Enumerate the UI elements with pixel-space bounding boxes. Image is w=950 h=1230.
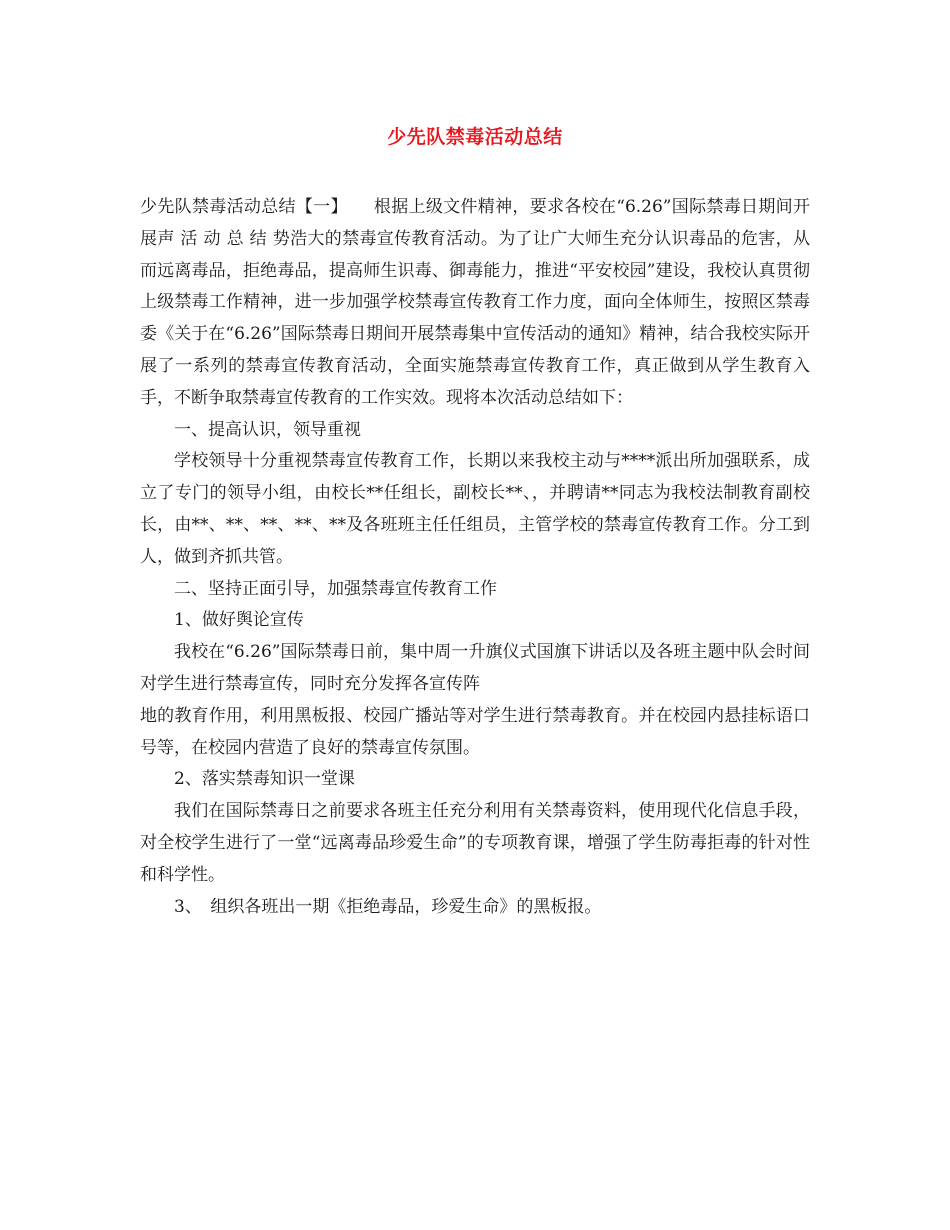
subsection-heading-3: 3、 组织各班出一期《拒绝毒品，珍爱生命》的黑板报。 [174, 896, 602, 917]
section-heading-1: 一、提高认识，领导重视 [174, 419, 361, 440]
intro-paragraph: 少先队禁毒活动总结【一】 根据上级文件精神，要求各校在“6.26”国际禁毒日期间开展声 活 动 总 结 势浩大的禁毒宣传教育活动。为了让广大师生充分认识毒品的危害，从而远离毒品，拒绝毒品，提高师生识毒、御毒能力，推进“平安校园”建设，我校认真贯彻上级禁毒工作精神，进一步加强学校禁毒宣传教育工作力度，面向全体师生，按照区禁毒委《关于在“6.26”国际禁毒日期间开展禁毒集中宣传活动的通知》精神，结合我校实际开展了一系列的禁毒宣传教育活动，全面实施禁毒宣传教育工作，真正做到从学生教育入手，不断争取禁毒宣传教育的工作实效。现将本次活动总结如下： [140, 197, 810, 408]
body-paragraph-continued: 地的教育作用，利用黑板报、校园广播站等对学生进行禁毒教育。并在校园内悬挂标语口号等，在校园内营造了良好的禁毒宣传氛围。 [140, 705, 810, 758]
subsection-heading-1: 1、做好舆论宣传 [174, 610, 304, 631]
subsection-heading-2: 2、落实禁毒知识一堂课 [174, 769, 355, 790]
body-paragraph: 我们在国际禁毒日之前要求各班主任充分利用有关禁毒资料，使用现代化信息手段，对全校学生进行了一堂“远离毒品珍爱生命”的专项教育课，增强了学生防毒拒毒的针对性和科学性。 [140, 801, 810, 885]
document-body [140, 192, 810, 923]
document-title: 少先队禁毒活动总结 [387, 126, 563, 148]
body-paragraph: 学校领导十分重视禁毒宣传教育工作，长期以来我校主动与****派出所加强联系，成立了专门的领导小组，由校长**任组长，副校长**、，并聘请**同志为我校法制教育副校长，由**、**、**、**、**及各班班主任任组员，主管学校的禁毒宣传教育工作。分工到人，做到齐抓共管。 [140, 451, 810, 567]
body-paragraph: 我校在“6.26”国际禁毒日前，集中周一升旗仪式国旗下讲话以及各班主题中队会时间对学生进行禁毒宣传，同时充分发挥各宣传阵 [140, 642, 810, 694]
section-heading-2: 二、坚持正面引导，加强禁毒宣传教育工作 [174, 578, 497, 599]
